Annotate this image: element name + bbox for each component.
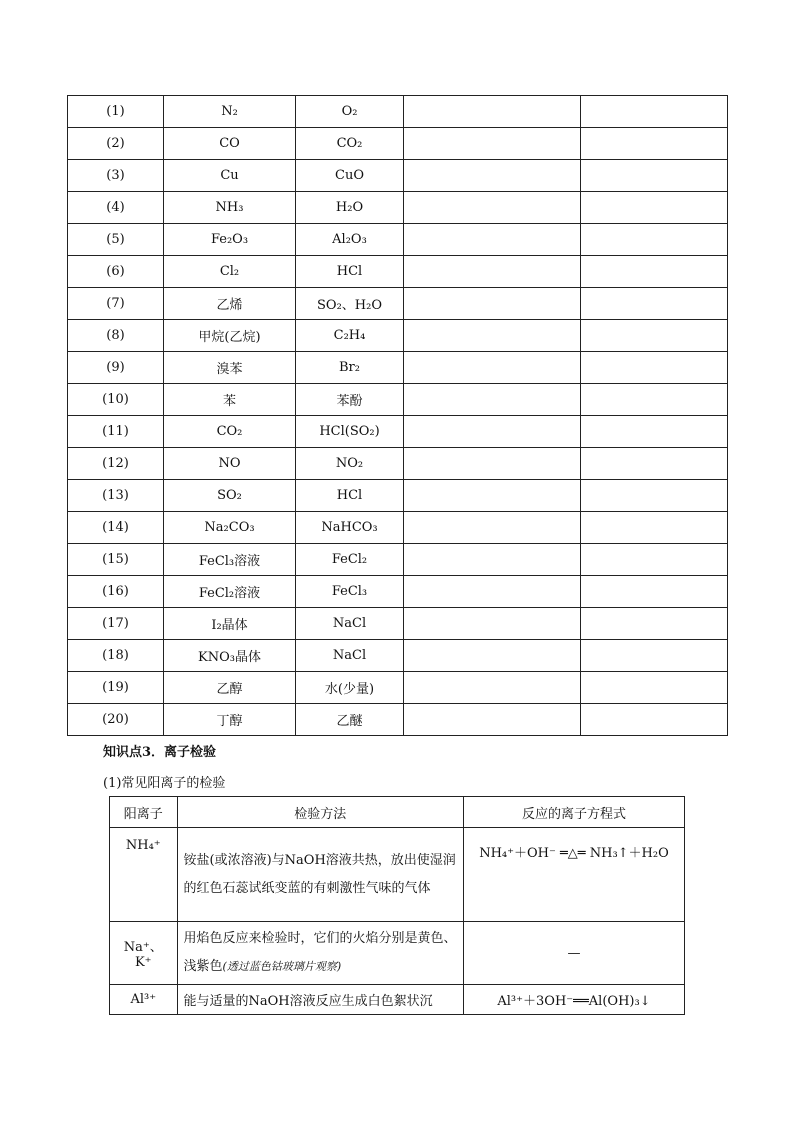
empty-cell (581, 96, 728, 128)
substance-cell: Cu (164, 160, 296, 192)
empty-cell (404, 480, 581, 512)
substance-cell: SO₂ (164, 480, 296, 512)
row-number-cell: (18) (68, 640, 164, 672)
substance-cell: CO₂ (164, 416, 296, 448)
table-row (68, 352, 728, 384)
substance-cell: 丁醇 (164, 704, 296, 736)
empty-cell (581, 608, 728, 640)
empty-cell (581, 320, 728, 352)
table-row (68, 256, 728, 288)
substance-cell: I₂晶体 (164, 608, 296, 640)
table-row (110, 828, 685, 922)
impurity-cell: Br₂ (296, 352, 404, 384)
table-row (68, 544, 728, 576)
impurity-cell: 水(少量) (296, 672, 404, 704)
substance-cell: FeCl₂溶液 (164, 576, 296, 608)
table-row (68, 512, 728, 544)
impurity-cell: H₂O (296, 192, 404, 224)
table-row (68, 448, 728, 480)
impurity-cell: HCl(SO₂) (296, 416, 404, 448)
cation-cell: NH₄⁺ (110, 828, 178, 922)
substance-cell: 溴苯 (164, 352, 296, 384)
table-row (68, 576, 728, 608)
substance-cell: FeCl₃溶液 (164, 544, 296, 576)
empty-cell (404, 512, 581, 544)
row-number-cell: (15) (68, 544, 164, 576)
impurity-cell: CuO (296, 160, 404, 192)
empty-cell (404, 192, 581, 224)
row-number-cell: (12) (68, 448, 164, 480)
table-row (68, 608, 728, 640)
row-number-cell: (7) (68, 288, 164, 320)
empty-cell (404, 416, 581, 448)
substance-cell: N₂ (164, 96, 296, 128)
impurity-cell: HCl (296, 256, 404, 288)
substance-cell: 乙醇 (164, 672, 296, 704)
empty-cell (581, 224, 728, 256)
row-number-cell: (20) (68, 704, 164, 736)
header-cation: 阳离子 (110, 797, 178, 828)
substance-cell: Cl₂ (164, 256, 296, 288)
substance-cell: NO (164, 448, 296, 480)
table-row (68, 288, 728, 320)
substance-cell: CO (164, 128, 296, 160)
impurity-cell: 乙醚 (296, 704, 404, 736)
row-number-cell: (3) (68, 160, 164, 192)
impurity-cell: SO₂、H₂O (296, 288, 404, 320)
table-row (68, 96, 728, 128)
empty-cell (581, 128, 728, 160)
method-note: (透过蓝色钴玻璃片观察) (222, 960, 342, 973)
substance-cell: Fe₂O₃ (164, 224, 296, 256)
table-row (68, 384, 728, 416)
header-method: 检验方法 (177, 797, 463, 828)
empty-cell (581, 480, 728, 512)
table-row (68, 224, 728, 256)
empty-cell (404, 160, 581, 192)
impurity-cell: O₂ (296, 96, 404, 128)
section-heading: 知识点3．离子检验 (103, 745, 217, 760)
empty-cell (581, 160, 728, 192)
table-row (68, 192, 728, 224)
impurity-cell: FeCl₃ (296, 576, 404, 608)
table-row (110, 985, 685, 1015)
row-number-cell: (5) (68, 224, 164, 256)
equation-cell: Al³⁺＋3OH⁻══Al(OH)₃↓ (463, 985, 684, 1015)
impurity-cell: NaHCO₃ (296, 512, 404, 544)
row-number-cell: (11) (68, 416, 164, 448)
empty-cell (404, 672, 581, 704)
empty-cell (404, 352, 581, 384)
empty-cell (404, 256, 581, 288)
empty-cell (404, 320, 581, 352)
table-row (68, 480, 728, 512)
table-row (68, 160, 728, 192)
row-number-cell: (19) (68, 672, 164, 704)
empty-cell (404, 448, 581, 480)
empty-cell (581, 576, 728, 608)
method-cell (177, 922, 463, 985)
impurity-cell: NaCl (296, 608, 404, 640)
empty-cell (581, 672, 728, 704)
row-number-cell: (16) (68, 576, 164, 608)
row-number-cell: (2) (68, 128, 164, 160)
impurity-cell: CO₂ (296, 128, 404, 160)
row-number-cell: (4) (68, 192, 164, 224)
method-text: 用焰色反应来检验时，它们的火焰分别是黄色、浅紫色 (183, 931, 457, 974)
table-row (68, 672, 728, 704)
empty-cell (404, 224, 581, 256)
empty-cell (581, 416, 728, 448)
empty-cell (404, 128, 581, 160)
equation-cell: NH₄⁺＋OH⁻ ═△═ NH₃↑＋H₂O (463, 828, 684, 922)
substance-cell: KNO₃晶体 (164, 640, 296, 672)
table-header-row (110, 797, 685, 828)
substance-cell: 苯 (164, 384, 296, 416)
empty-cell (404, 576, 581, 608)
empty-cell (581, 352, 728, 384)
cation-test-table (109, 796, 685, 1015)
empty-cell (404, 288, 581, 320)
row-number-cell: (10) (68, 384, 164, 416)
empty-cell (581, 288, 728, 320)
row-number-cell: (17) (68, 608, 164, 640)
empty-cell (404, 704, 581, 736)
substance-table (67, 95, 728, 736)
table-row (110, 922, 685, 985)
empty-cell (581, 256, 728, 288)
empty-cell (581, 544, 728, 576)
substance-cell: NH₃ (164, 192, 296, 224)
row-number-cell: (13) (68, 480, 164, 512)
impurity-cell: 苯酚 (296, 384, 404, 416)
impurity-cell: C₂H₄ (296, 320, 404, 352)
equation-cell: — (463, 922, 684, 985)
header-equation: 反应的离子方程式 (463, 797, 684, 828)
row-number-cell: (6) (68, 256, 164, 288)
cation-cell: Na⁺、K⁺ (110, 922, 178, 985)
row-number-cell: (9) (68, 352, 164, 384)
empty-cell (581, 448, 728, 480)
method-cell: 铵盐(或浓溶液)与NaOH溶液共热，放出使湿润的红色石蕊试纸变蓝的有刺激性气味的气体 (177, 828, 463, 922)
empty-cell (404, 96, 581, 128)
method-cell: 能与适量的NaOH溶液反应生成白色絮状沉 (177, 985, 463, 1015)
row-number-cell: (8) (68, 320, 164, 352)
impurity-cell: HCl (296, 480, 404, 512)
impurity-cell: FeCl₂ (296, 544, 404, 576)
impurity-cell: NaCl (296, 640, 404, 672)
row-number-cell: (1) (68, 96, 164, 128)
empty-cell (581, 512, 728, 544)
substance-cell: 乙烯 (164, 288, 296, 320)
table-row (68, 128, 728, 160)
impurity-cell: NO₂ (296, 448, 404, 480)
substance-cell: 甲烷(乙烷) (164, 320, 296, 352)
empty-cell (581, 192, 728, 224)
empty-cell (581, 704, 728, 736)
row-number-cell: (14) (68, 512, 164, 544)
cation-cell: Al³⁺ (110, 985, 178, 1015)
empty-cell (581, 640, 728, 672)
table-row (68, 416, 728, 448)
empty-cell (404, 544, 581, 576)
table-row (68, 704, 728, 736)
empty-cell (404, 640, 581, 672)
empty-cell (581, 384, 728, 416)
empty-cell (404, 608, 581, 640)
empty-cell (404, 384, 581, 416)
table-row (68, 640, 728, 672)
table-row (68, 320, 728, 352)
impurity-cell: Al₂O₃ (296, 224, 404, 256)
substance-cell: Na₂CO₃ (164, 512, 296, 544)
subheading: (1)常见阳离子的检验 (103, 776, 226, 791)
